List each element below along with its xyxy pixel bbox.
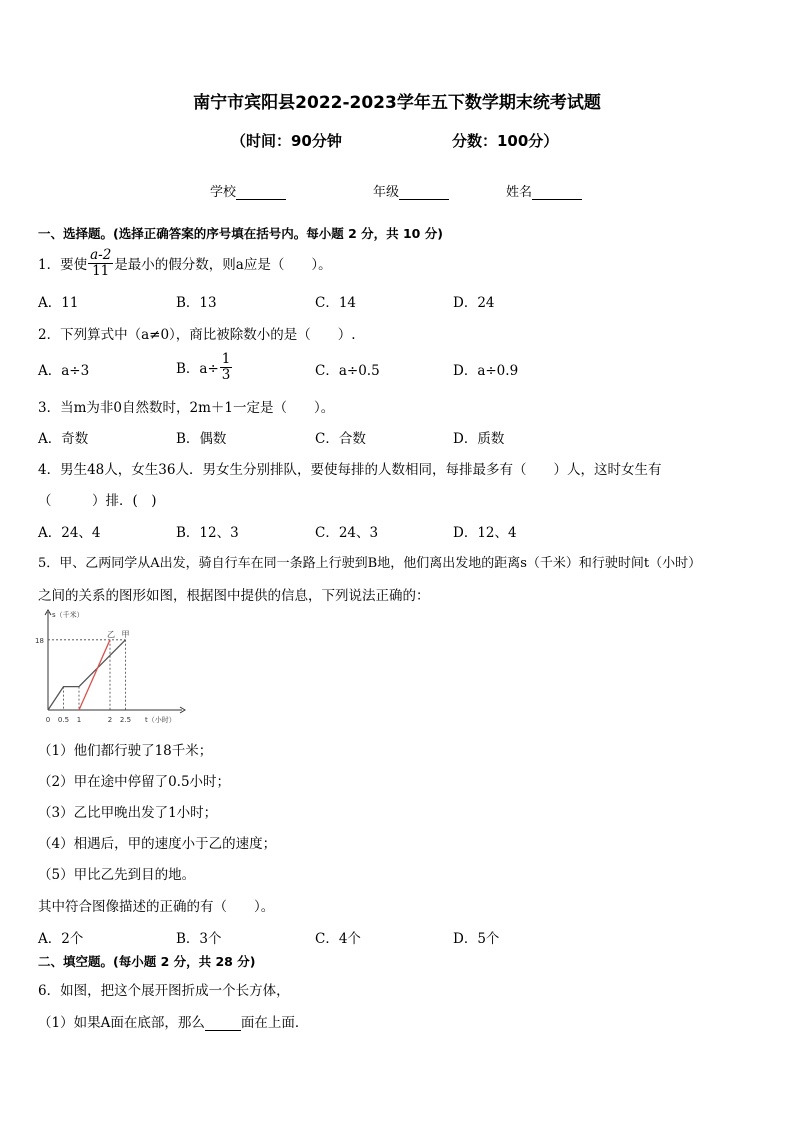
question-4-line-2: （ ）排．( ) bbox=[38, 493, 157, 509]
grade-blank[interactable] bbox=[399, 184, 449, 200]
q5-statement-4: （4）相遇后，甲的速度小于乙的速度； bbox=[38, 836, 277, 852]
school-blank[interactable] bbox=[236, 184, 286, 200]
q4-option-c[interactable]: C．24、3 bbox=[315, 525, 379, 541]
q3-option-d[interactable]: D．质数 bbox=[453, 431, 505, 447]
section-two-heading: 二、填空题。(每小题 2 分，共 28 分) bbox=[38, 954, 256, 969]
q5-option-a[interactable]: A．2个 bbox=[38, 931, 84, 947]
q5-option-b[interactable]: B．3个 bbox=[176, 931, 222, 947]
question-6-line-1: 6．如图，把这个展开图折成一个长方体， bbox=[38, 983, 290, 999]
q1-prefix: 1．要使 bbox=[38, 257, 88, 273]
grade-field bbox=[373, 181, 449, 200]
q3-option-a[interactable]: A．奇数 bbox=[38, 431, 89, 447]
q2-fraction-numerator: 1 bbox=[221, 351, 231, 368]
q2-option-b[interactable] bbox=[176, 347, 233, 387]
y-tick-label: 18 bbox=[35, 636, 44, 645]
q1-fraction-denominator: 11 bbox=[92, 262, 110, 279]
q1-option-d[interactable]: D．24 bbox=[453, 295, 495, 311]
q5-option-c[interactable]: C．4个 bbox=[315, 931, 361, 947]
x-tick-label: 0.5 bbox=[57, 716, 70, 724]
q2-option-c[interactable]: C．a÷0.5 bbox=[315, 363, 380, 379]
x-axis-label: t（小时） bbox=[145, 716, 176, 724]
school-label: 学校 bbox=[210, 185, 237, 200]
school-field bbox=[210, 181, 286, 200]
q5-statement-2: （2）甲在途中停留了0.5小时； bbox=[38, 774, 231, 790]
x-tick-label: 0 bbox=[45, 716, 51, 724]
q5-option-d[interactable]: D．5个 bbox=[453, 931, 500, 947]
question-3: 3．当m为非0自然数时，2m＋1一定是（ ）。 bbox=[38, 400, 335, 416]
q1-option-b[interactable]: B．13 bbox=[176, 295, 217, 311]
q5-statement-3: （3）乙比甲晚出发了1小时； bbox=[38, 805, 218, 821]
q6-answer-blank[interactable] bbox=[205, 1014, 241, 1031]
x-tick-label: 2 bbox=[107, 716, 113, 724]
x-tick-label: 2.5 bbox=[119, 716, 132, 724]
section-one-heading: 一、选择题。(选择正确答案的序号填在括号内。每小题 2 分，共 10 分) bbox=[38, 226, 443, 241]
question-4-line-1: 4．男生48人，女生36人．男女生分别排队，要使每排的人数相同，每排最多有（ ）人，这时女生有 bbox=[38, 462, 662, 478]
q6-suffix: 面在上面． bbox=[240, 1015, 309, 1031]
q3-option-c[interactable]: C．合数 bbox=[315, 431, 366, 447]
page-title: 南宁市宾阳县2022-2023学年五下数学期末统考试题 bbox=[193, 93, 601, 113]
q4-option-a[interactable]: A．24、4 bbox=[38, 525, 101, 541]
question-6-line-2 bbox=[38, 1011, 308, 1031]
y-axis-label: s（千米） bbox=[52, 611, 84, 619]
series-label-yi: 乙 bbox=[107, 629, 115, 639]
q5-statement-1: （1）他们都行驶了18千米； bbox=[38, 743, 213, 759]
q2-option-b-fraction bbox=[220, 352, 233, 381]
series-label-jia: 甲 bbox=[121, 629, 130, 639]
q2-option-a[interactable]: A．a÷3 bbox=[38, 363, 90, 379]
q1-fraction bbox=[88, 248, 113, 277]
x-tick-label: 1 bbox=[76, 716, 82, 724]
q2-option-d[interactable]: D．a÷0.9 bbox=[453, 363, 519, 379]
series-line-yi bbox=[79, 640, 110, 710]
q1-option-c[interactable]: C．14 bbox=[315, 295, 357, 311]
q5-conclusion: 其中符合图像描述的正确的有（ ）。 bbox=[38, 899, 275, 915]
series-line-jia bbox=[48, 640, 126, 710]
name-label: 姓名 bbox=[506, 185, 533, 200]
question-5-line-2: 之间的关系的图形如图，根据图中提供的信息，下列说法正确的： bbox=[38, 588, 430, 604]
q6-prefix: （1）如果A面在底部，那么 bbox=[38, 1015, 205, 1031]
q4-option-b[interactable]: B．12、3 bbox=[176, 525, 239, 541]
q1-suffix: 是最小的假分数，则a应是（ ）。 bbox=[114, 257, 332, 273]
q4-option-d[interactable]: D．12、4 bbox=[453, 525, 517, 541]
q3-option-b[interactable]: B．偶数 bbox=[176, 431, 227, 447]
name-field bbox=[506, 181, 582, 200]
question-5-line-1: 5．甲、乙两同学从A出发，骑自行车在同一条路上行驶到B地，他们离出发地的距离s（千米）和行驶时间t（小时） bbox=[38, 556, 702, 571]
q1-option-a[interactable]: A．11 bbox=[38, 295, 79, 311]
exam-time: （时间：90分钟 bbox=[231, 132, 342, 150]
exam-score: 分数：100分） bbox=[452, 132, 559, 150]
q5-statement-5: （5）甲比乙先到目的地。 bbox=[38, 867, 196, 883]
grade-label: 年级 bbox=[373, 185, 400, 200]
distance-time-graph bbox=[32, 606, 192, 728]
q2-option-b-label: B．a÷ bbox=[176, 361, 219, 377]
name-blank[interactable] bbox=[532, 184, 582, 200]
question-2: 2．下列算式中（a≠0），商比被除数小的是（ ）. bbox=[38, 327, 356, 343]
q2-fraction-denominator: 3 bbox=[221, 366, 231, 383]
q1-fraction-numerator: a-2 bbox=[90, 247, 112, 264]
question-1 bbox=[38, 243, 332, 283]
